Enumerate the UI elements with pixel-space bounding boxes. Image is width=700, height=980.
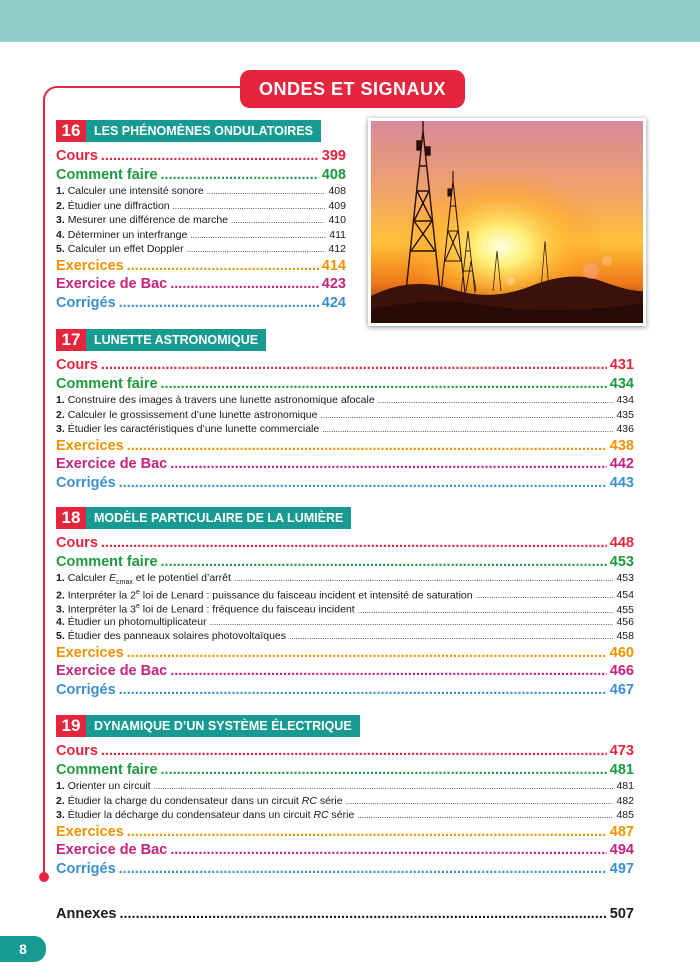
- toc-entry-corriges[interactable]: Corrigés ..... 424: [56, 294, 346, 313]
- toc-entry-comment-faire[interactable]: Comment faire ..... 434: [56, 375, 634, 394]
- chapter-title: MODÈLE PARTICULAIRE DE LA LUMIÈRE: [86, 507, 351, 529]
- toc-subentry[interactable]: 3. Mesurer une différence de marche ..... 410: [56, 213, 346, 228]
- toc-subentry[interactable]: 3. Étudier les caractéristiques d’une lunette commerciale ..... 436: [56, 422, 634, 437]
- section-rail-top: [43, 86, 253, 102]
- toc-entry-exercices[interactable]: Exercices ..... 414: [56, 257, 346, 276]
- part-title: ONDES ET SIGNAUX: [240, 70, 465, 108]
- chapter-title: LUNETTE ASTRONOMIQUE: [86, 329, 266, 351]
- toc-entry-exercice-bac[interactable]: Exercice de Bac ..... 423: [56, 275, 346, 294]
- toc-entry-corriges[interactable]: Corrigés ..... 467: [56, 681, 634, 700]
- chapter-19-entries: [56, 742, 634, 878]
- toc-subentry[interactable]: 1. Orienter un circuit ..... 481: [56, 779, 634, 794]
- top-banner: [0, 0, 700, 42]
- toc-subentry[interactable]: 3. Interpréter la 3e loi de Lenard : fréquence du faisceau incident ..... 455: [56, 600, 634, 615]
- chapter-number: 18: [56, 507, 86, 529]
- toc-entry-exercice-bac[interactable]: Exercice de Bac ..... 442: [56, 455, 634, 474]
- toc-subentry[interactable]: 4. Étudier un photomultiplicateur ..... 456: [56, 615, 634, 630]
- toc-entry-exercices[interactable]: Exercices ..... 487: [56, 823, 634, 842]
- chapter-17-entries: [56, 356, 634, 492]
- toc-entry-comment-faire[interactable]: Comment faire ..... 481: [56, 761, 634, 780]
- chapter-number: 16: [56, 120, 86, 142]
- chapter-16-heading[interactable]: [56, 120, 321, 142]
- toc-subentry[interactable]: 1. Construire des images à travers une lunette astronomique afocale ..... 434: [56, 393, 634, 408]
- page-number: 8: [0, 936, 46, 962]
- toc-entry-cours[interactable]: Cours ..... 448: [56, 534, 634, 553]
- toc-subentry[interactable]: 2. Calculer le grossissement d’une lunette astronomique ..... 435: [56, 408, 634, 423]
- toc-entry-comment-faire[interactable]: Comment faire ..... 408: [56, 166, 346, 185]
- toc-entry-comment-faire[interactable]: Comment faire ..... 453: [56, 553, 634, 572]
- toc-entry-exercice-bac[interactable]: Exercice de Bac ..... 494: [56, 841, 634, 860]
- toc-entry-cours[interactable]: Cours ..... 473: [56, 742, 634, 761]
- toc-subentry[interactable]: 1. Calculer $E_{cmax}$ et le potentiel d’arrêt ..... 453: [56, 571, 634, 586]
- chapter-18-heading[interactable]: [56, 507, 351, 529]
- section-rail: [43, 100, 45, 874]
- toc-subentry[interactable]: 1. Calculer une intensité sonore ..... 408: [56, 184, 346, 199]
- chapter-title: LES PHÉNOMÈNES ONDULATOIRES: [86, 120, 321, 142]
- toc-subentry[interactable]: 4. Déterminer un interfrange ..... 411: [56, 228, 346, 243]
- toc-subentry[interactable]: 3. Étudier la décharge du condensateur dans un circuit RC série ..... 485: [56, 808, 634, 823]
- toc-subentry[interactable]: 5. Étudier des panneaux solaires photovoltaïques ..... 458: [56, 629, 634, 644]
- toc-subentry[interactable]: 2. Étudier la charge du condensateur dans un circuit RC série ..... 482: [56, 794, 634, 809]
- telecom-towers-sunset-image: [371, 121, 643, 323]
- toc-entry-corriges[interactable]: Corrigés ..... 443: [56, 474, 634, 493]
- toc-subentry[interactable]: 2. Interpréter la 2e loi de Lenard : puissance du faisceau incident et intensité de saturation ..... 454: [56, 586, 634, 601]
- toc-subentry[interactable]: 2. Étudier une diffraction ..... 409: [56, 199, 346, 214]
- toc-entry-exercices[interactable]: Exercices ..... 438: [56, 437, 634, 456]
- chapter-number: 17: [56, 329, 86, 351]
- chapter-17-heading[interactable]: [56, 329, 266, 351]
- toc-entry-cours[interactable]: Cours ..... 431: [56, 356, 634, 375]
- chapter-18-entries: [56, 534, 634, 699]
- toc-entry-exercice-bac[interactable]: Exercice de Bac ..... 466: [56, 662, 634, 681]
- toc-entry-exercices[interactable]: Exercices ..... 460: [56, 644, 634, 663]
- sunset-towers-photo: [368, 118, 646, 326]
- toc-subentry[interactable]: 5. Calculer un effet Doppler ..... 412: [56, 242, 346, 257]
- chapter-16-entries: [56, 147, 346, 312]
- section-rail-dot: [39, 872, 49, 882]
- toc-annexes[interactable]: Annexes ..... 507: [56, 904, 634, 924]
- chapter-number: 19: [56, 715, 86, 737]
- toc-entry-corriges[interactable]: Corrigés ..... 497: [56, 860, 634, 879]
- chapter-title: DYNAMIQUE D’UN SYSTÈME ÉLECTRIQUE: [86, 715, 360, 737]
- toc-entry-cours[interactable]: Cours ..... 399: [56, 147, 346, 166]
- chapter-19-heading[interactable]: [56, 715, 360, 737]
